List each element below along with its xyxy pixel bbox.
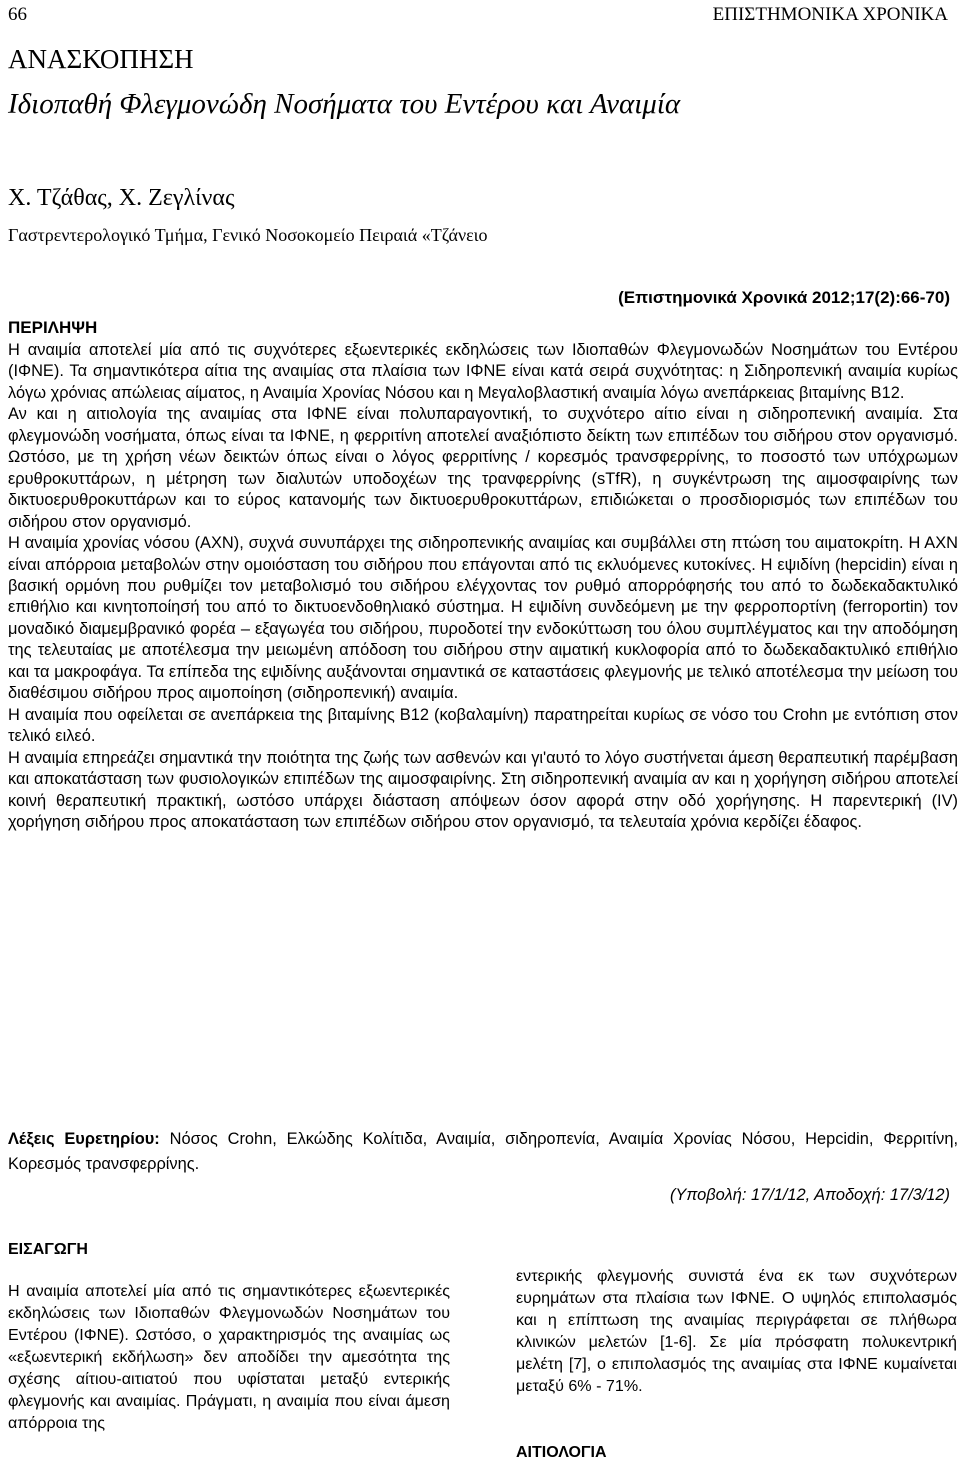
abstract-paragraph: Η αναιμία αποτελεί μία από τις συχνότερες εξωεντερικές εκδηλώσεις των Ιδιοπαθών Φλεγμονωδών Νοσημάτων του Εντέρου (ΙΦΝΕ). Τα σημαντικότερα αίτια της αναιμίας στα πλαίσια των ΙΦΝΕ είναι κατά σειρά συχνότητας: η Σιδηροπενική αναιμία κυρίως λόγω χρόνιας απώλειας αίματος, η Αναιμία Χρονίας Νόσου και η Μεγαλοβλαστική αναιμία λόγω ανεπάρκειας βιταμίνης Β12. (8, 341, 958, 402)
introduction-left-column: Η αναιμία αποτελεί μία από τις σημαντικότερες εξωεντερικές εκδηλώσεις των Ιδιοπαθών Φλεγμονωδών Νοσημάτων του Εντέρου (ΙΦΝΕ). Ωστόσο, ο χαρακτηρισμός της αναιμίας ως «εξωεντερική εκδήλωση» δεν αποδίδει την αμεσότητα της σχέσης αίτιου-αιτιατού που υφίσταται μεταξύ εντερικής φλεγμονής και αναιμίας. Πράγματι, η αναιμία που είναι άμεση απόρροια της (8, 1282, 450, 1432)
abstract-paragraph: Η αναιμία που οφείλεται σε ανεπάρκεια της βιταμίνης Β12 (κοβαλαμίνη) παρατηρείται κυρίως σε νόσο του Crohn με εντόπιση στον τελικό ειλεό. (8, 705, 958, 746)
citation: (Επιστημονικά Χρονικά 2012;17(2):66-70) (618, 288, 950, 307)
keywords-label: Λέξεις Ευρετηρίου: (8, 1130, 160, 1148)
affiliation: Γαστρεντερολογικό Τμήμα, Γενικό Νοσοκομείο Πειραιά «Τζάνειο (8, 225, 488, 245)
abstract-paragraph: Αν και η αιτιολογία της αναιμίας στα ΙΦΝΕ είναι πολυπαραγοντική, το συχνότερο αίτιο είναι η σιδηροπενική αναιμία. Στα φλεγμονώδη νοσήματα, όπως είναι τα ΙΦΝΕ, η φερριτίνη αποτελεί αναξιόπιστο δείκτη των επιπέδων του σιδήρου στον οργανισμό. Ωστόσο, με τη χρήση νέων δεικτών όπως είναι ο λόγος φερριτίνης / κορεσμός τρανσφερρίνης, το ποσοστό των υπόχρωμων ερυθροκυττάρων, η μέτρηση των διαλυτών υποδοχέων της τρανφερρίνης (sTfR), η συγκέντρωση της αιμοσφαιρίνης των δικτυοερυθροκυττάρων και το εύρος κατανομής των δικτυοερυθροκυττάρων, επιδιώκεται ο προσδιορισμός των επιπέδων του σιδήρου στον οργανισμό. (8, 405, 958, 531)
authors: Χ. Τζάθας, Χ. Ζεγλίνας (8, 185, 235, 211)
aetiology-heading: ΑΙΤΙΟΛΟΓΙΑ (516, 1444, 607, 1461)
submission-dates: (Υποβολή: 17/1/12, Αποδοχή: 17/3/12) (669, 1186, 950, 1204)
abstract-paragraph: Η αναιμία επηρεάζει σημαντικά την ποιότητα της ζωής των ασθενών και γι'αυτό το λόγο συστήνεται άμεση θεραπευτική παρέμβαση και αποκατάσταση των φυσιολογικών επιπέδων της αιμοσφαιρίνης. Στη σιδηροπενική αναιμία αν και η χορήγηση σιδήρου αποτελεί κοινή θεραπευτική πρακτική, ωστόσο υπάρχει διάσταση απόψεων όσον αφορά στην οδό χορήγησης. Η παρεντερική (IV) χορήγηση σιδήρου προς αποκατάσταση των επιπέδων σιδήρου στον οργανισμό, τα τελευταία χρόνια κερδίζει έδαφος. (8, 748, 958, 831)
keywords-text: Νόσος Crohn, Ελκώδης Κολίτιδα, Αναιμία, σιδηροπενία, Αναιμία Χρονίας Νόσου, Hepcidin, Φερριτίνη, Κορεσμός τρανσφερρίνης. (8, 1130, 958, 1173)
journal-name: ΕΠΙΣΤΗΜΟΝΙΚΑ ΧΡΟΝΙΚΑ (712, 4, 948, 25)
abstract-paragraph: Η αναιμία χρονίας νόσου (ΑΧΝ), συχνά συνυπάρχει της σιδηροπενικής αναιμίας και συμβάλλει στη πτώση του αιματοκρίτη. Η ΑΧΝ είναι απόρροια μεταβολών στην ομοιόσταση του σιδήρου που επάγονται από τις εκλυόμενες κυτοκίνες. Η εψιδίνη (hepcidin) είναι η βασική ορμόνη που ρυθμίζει τον μεταβολισμό του σιδήρου ελέγχοντας τον ρυθμό απορρόφησής του από το δωδεκαδακτυλικό επιθήλιο και κινητοποίησή του από το δικτυοενδοθηλιακό σύστημα. Η εψιδίνη συνδεόμενη με την φερροπορτίνη (ferroportin) τον μοναδικό διαμεμβρανικό φορέα – εξαγωγέα του σιδήρου, πυροδοτεί την ενδοκύττωση του όλου συμπλέγματος και την αποδόμηση της τελευταίας με αποτέλεσμα την μειωμένη απόδοση του σιδήρου στην αιματική κυκλοφορία από το δωδεκαδακτυλικό επιθήλιο και τα μακροφάγα. Τα επίπεδα της εψιδίνης αυξάνονται σημαντικά σε καταστάσεις φλεγμονής με τελικό αποτέλεσμα την μείωση του διαθέσιμου σιδήρου προς αιμοποίηση (σιδηροπενική) αναιμία. (8, 534, 958, 703)
abstract-heading: ΠΕΡΙΛΗΨΗ (8, 318, 98, 337)
introduction-heading: ΕΙΣΑΓΩΓΗ (8, 1241, 88, 1258)
introduction-right-column: εντερικής φλεγμονής συνιστά ένα εκ των συχνότερων ευρημάτων στα πλαίσια των ΙΦΝΕ. Ο υψηλός επιπολασμός και η επίπτωση της αναιμίας περιγράφεται σε πλήθωρα κλινικών μελετών [1-6]. Σε μία πρόσφατη πολυκεντρική μελέτη [7], ο επιπολασμός της αναιμίας στα ΙΦΝΕ κυμαίνεται μεταξύ 6% - 71%. (516, 1267, 957, 1395)
article-title: Ιδιοπαθή Φλεγμονώδη Νοσήματα του Εντέρου και Αναιμία (8, 88, 681, 120)
abstract-body (8, 340, 958, 833)
section-label: ΑΝΑΣΚΟΠΗΣΗ (8, 44, 194, 74)
page-number: 66 (8, 4, 27, 25)
keywords (8, 1127, 958, 1177)
